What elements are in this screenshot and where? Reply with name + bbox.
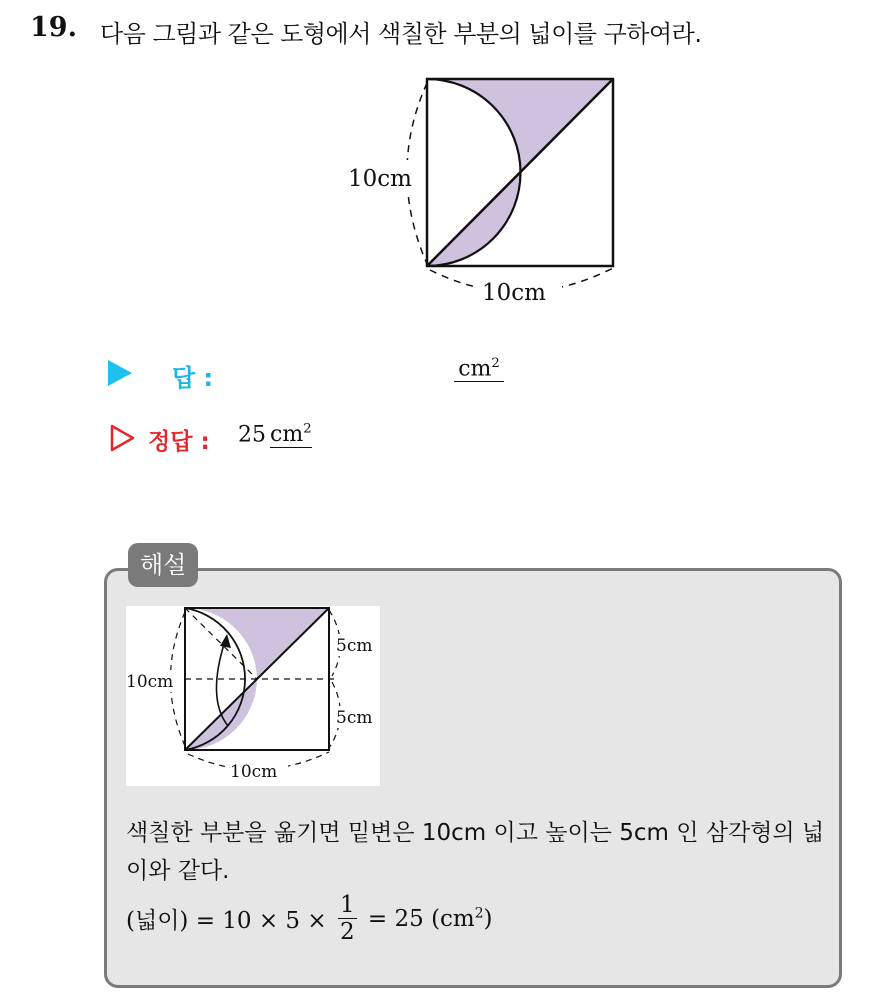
left-length-label: 10cm	[348, 166, 412, 192]
explanation-figure	[126, 606, 380, 786]
answer-label: 답 :	[172, 364, 214, 392]
answer-arrow-icon	[108, 360, 132, 386]
question-number: 19.	[30, 12, 77, 43]
solution-value: 25 $cm^2$	[238, 422, 312, 448]
answer-unit: cm	[458, 356, 492, 382]
answer-blank[interactable]	[454, 356, 504, 382]
explanation-tag: 해설	[128, 543, 198, 587]
fraction-one-half: $\frac{1}{2}$	[339, 892, 355, 945]
moved-shaded-region	[185, 608, 329, 679]
solution-label: 정답 :	[148, 429, 210, 455]
main-figure	[330, 60, 630, 310]
answer-row	[108, 356, 528, 396]
sol-right-top-label: 5cm	[336, 636, 373, 656]
sol-bottom-label: 10cm	[230, 762, 278, 782]
question-text: 다음 그림과 같은 도형에서 색칠한 부분의 넓이를 구하여라.	[100, 20, 702, 48]
solution-row	[108, 420, 528, 460]
sol-right-bottom-label: 5cm	[336, 708, 373, 728]
bottom-length-label: 10cm	[482, 280, 546, 306]
answer-unit-exp: 2	[491, 356, 500, 371]
solution-arrow-icon	[110, 424, 136, 452]
explanation-text: 색칠한 부분을 옮기면 밑변은 10cm 이고 높이는 5cm 인 삼각형의 넓이와 같다.	[126, 820, 825, 884]
sol-left-label: 10cm	[126, 672, 174, 692]
area-formula: (넓이) = 10 × 5 × $\frac{1}{2}$ = 25 $(cm^2)$	[126, 892, 493, 945]
